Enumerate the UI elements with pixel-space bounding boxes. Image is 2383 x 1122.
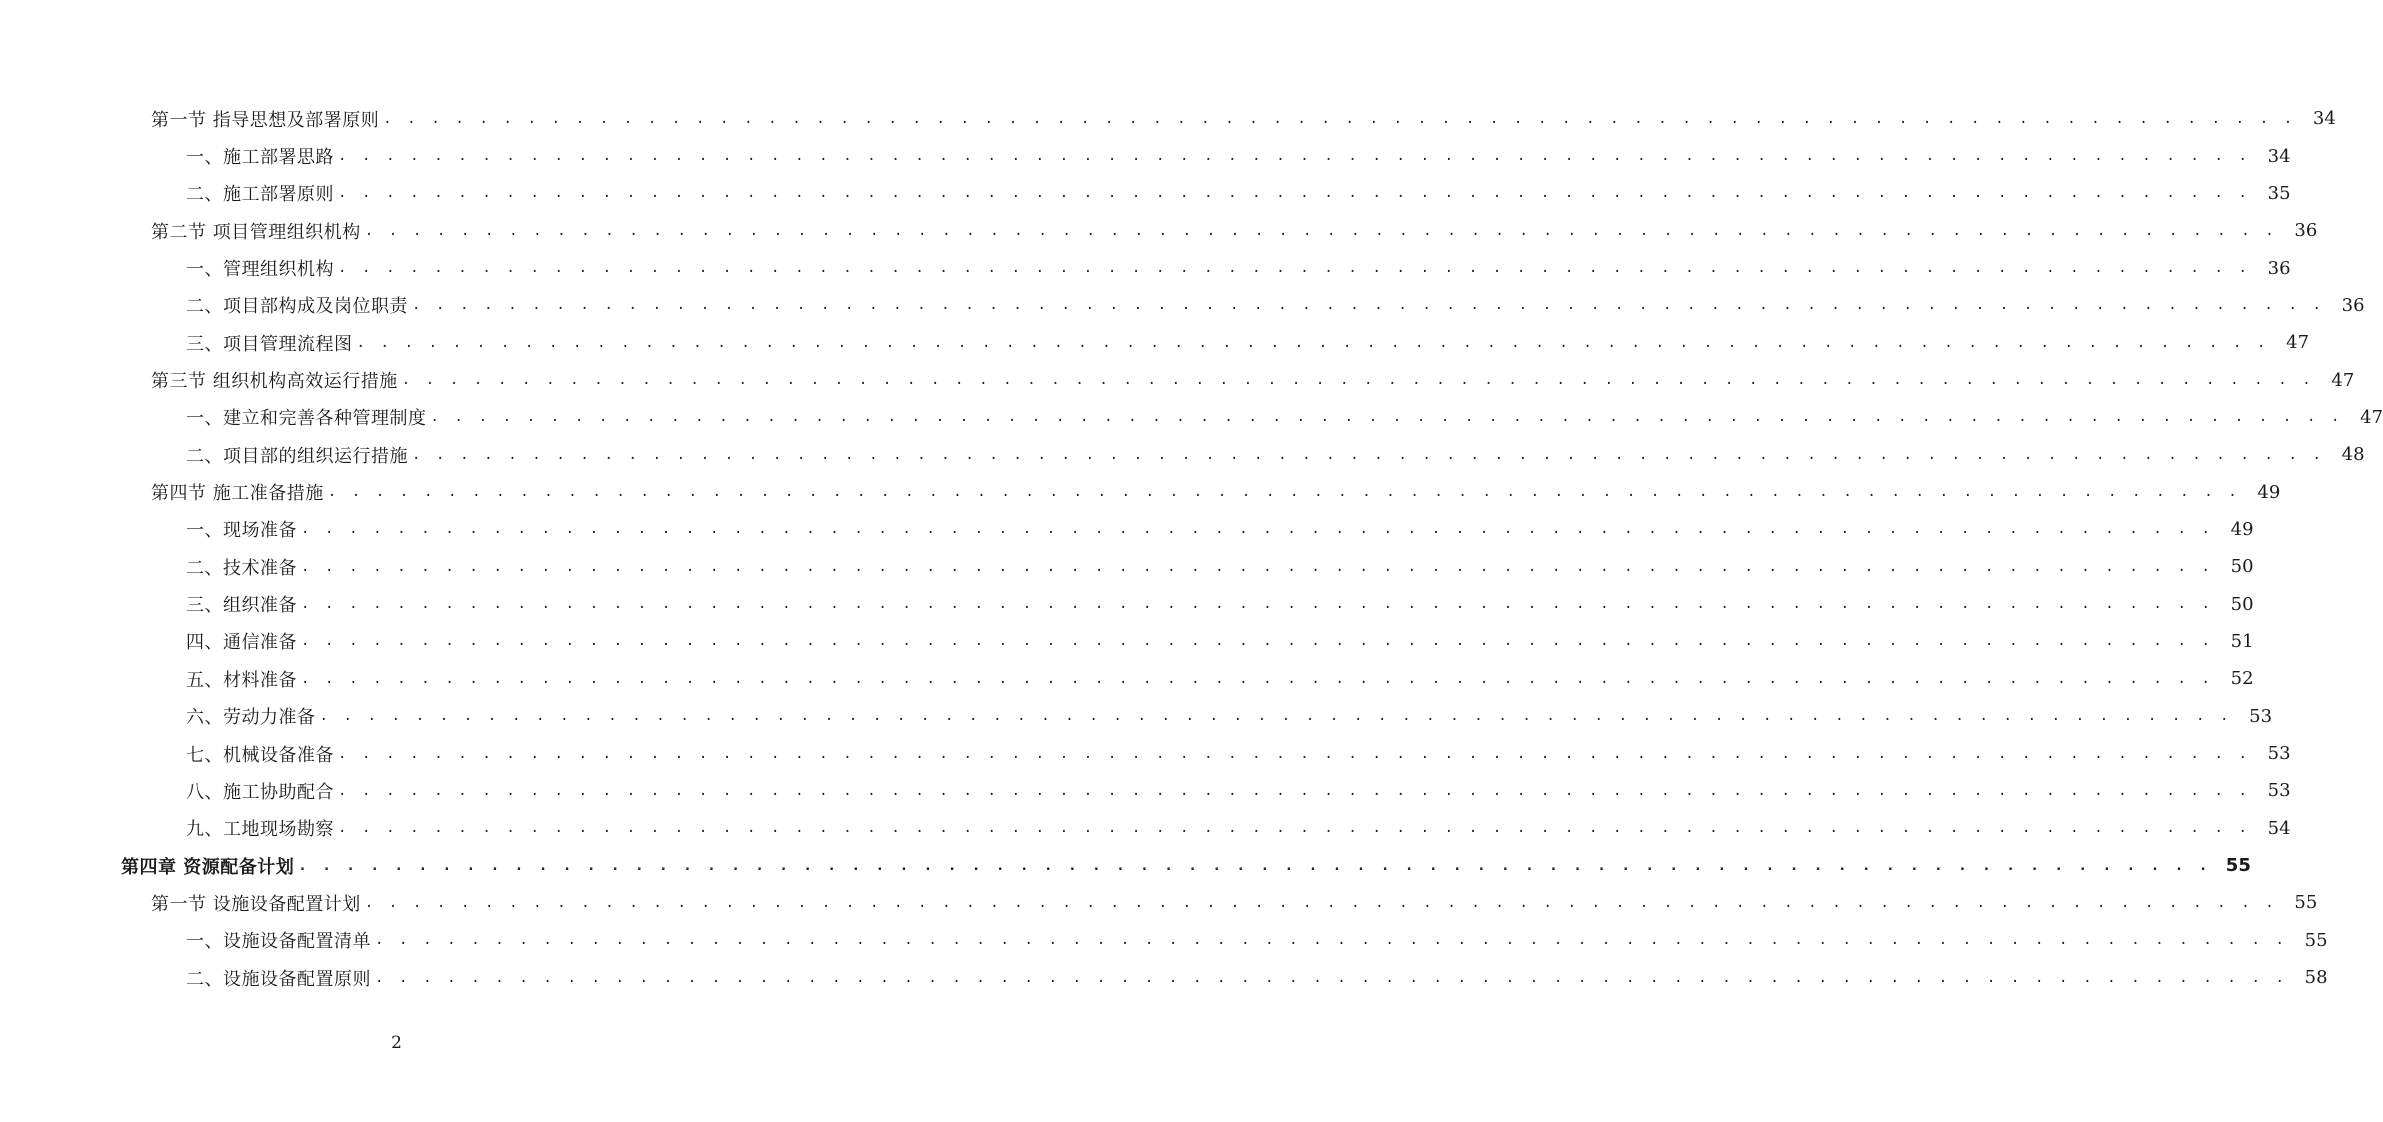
toc-entry-label: 一、施工部署思路 bbox=[186, 147, 334, 169]
toc-dot-leader: . . . . . . . . . . . . . . . . . . . . . . . . . . . . . . . . . . . . . . . . . . . . . . . . . . . . . . . . . . . . . . . . . . . . . . . . . . . . . . . . bbox=[301, 558, 2214, 575]
toc-entry[interactable] bbox=[0, 212, 2318, 249]
toc-dot-leader: . . . . . . . . . . . . . . . . . . . . . . . . . . . . . . . . . . . . . . . . . . . . . . . . . . . . . . . . . . . . . . . . . . . . . . . . . . . . . . . . bbox=[338, 148, 2251, 165]
toc-entry[interactable] bbox=[0, 399, 2383, 436]
toc-entry-page: 47 bbox=[2360, 406, 2383, 428]
toc-dot-leader: . . . . . . . . . . . . . . . . . . . . . . . . . . . . . . . . . . . . . . . . . . . . . . . . . . . . . . . . . . . . . . . . . . . . . . . . . . . . . . . . bbox=[301, 596, 2214, 613]
toc-entry[interactable] bbox=[0, 137, 2291, 174]
toc-entry[interactable] bbox=[0, 548, 2254, 585]
toc-entry[interactable] bbox=[0, 175, 2291, 212]
toc-entry-page: 36 bbox=[2267, 257, 2291, 279]
toc-entry-page: 55 bbox=[2294, 892, 2318, 914]
toc-entry[interactable] bbox=[0, 810, 2291, 847]
toc-entry-page: 47 bbox=[2331, 369, 2355, 391]
toc-dot-leader: . . . . . . . . . . . . . . . . . . . . . . . . . . . . . . . . . . . . . . . . . . . . . . . . . . . . . . . . . . . . . . . . . . . . . . . . . . . . . . . . bbox=[338, 185, 2251, 202]
toc-entry-page: 34 bbox=[2312, 108, 2336, 130]
toc-entry[interactable] bbox=[0, 772, 2291, 809]
toc-dot-leader: . . . . . . . . . . . . . . . . . . . . . . . . . . . . . . . . . . . . . . . . . . . . . . . . . . . . . . . . . . . . . . . . . . . . . . . . . . . . . . . . bbox=[301, 633, 2214, 650]
toc-entry[interactable] bbox=[0, 922, 2328, 959]
toc-entry-label: 第一节 设施设备配置计划 bbox=[151, 893, 361, 915]
toc-entry[interactable] bbox=[0, 361, 2355, 398]
toc-entry-label: 三、组织准备 bbox=[186, 595, 297, 617]
toc-entry-label: 四、通信准备 bbox=[186, 632, 297, 654]
toc-entry[interactable] bbox=[0, 959, 2328, 996]
toc-dot-leader: . . . . . . . . . . . . . . . . . . . . . . . . . . . . . . . . . . . . . . . . . . . . . . . . . . . . . . . . . . . . . . . . . . . . . . . . . . . . . . . . bbox=[364, 222, 2278, 239]
toc-entry-page: 52 bbox=[2230, 668, 2254, 690]
toc-entry-label: 第四节 施工准备措施 bbox=[151, 483, 324, 505]
toc-dot-leader: . . . . . . . . . . . . . . . . . . . . . . . . . . . . . . . . . . . . . . . . . . . . . . . . . . . . . . . . . . . . . . . . . . . . . . . . . . . . . . . . bbox=[319, 708, 2233, 725]
toc-entry-page: 55 bbox=[2304, 929, 2328, 951]
toc-entry-label: 八、施工协助配合 bbox=[186, 781, 334, 803]
toc-entry-page: 35 bbox=[2267, 182, 2291, 204]
toc-entry[interactable] bbox=[0, 249, 2291, 286]
toc-entry-page: 53 bbox=[2267, 743, 2291, 765]
toc-dot-leader: . . . . . . . . . . . . . . . . . . . . . . . . . . . . . . . . . . . . . . . . . . . . . . . . . . . . . . . . . . . . . . . . . . . . . . . . . . . . . . . . bbox=[430, 409, 2344, 426]
toc-entry-label: 第三节 组织机构高效运行措施 bbox=[151, 371, 398, 393]
toc-entry-label: 第二节 项目管理组织机构 bbox=[151, 221, 361, 243]
toc-dot-leader: . . . . . . . . . . . . . . . . . . . . . . . . . . . . . . . . . . . . . . . . . . . . . . . . . . . . . . . . . . . . . . . . . . . . . . . . . . . . . . . . bbox=[364, 894, 2278, 911]
toc-entry-page: 51 bbox=[2230, 630, 2254, 652]
toc-entry-page: 34 bbox=[2267, 145, 2291, 167]
toc-entry-label: 二、设施设备配置原则 bbox=[186, 968, 371, 990]
toc-dot-leader: . . . . . . . . . . . . . . . . . . . . . . . . . . . . . . . . . . . . . . . . . . . . . . . . . . . . . . . . . . . . . . . . . . . . . . . . . . . . . . . . bbox=[338, 820, 2251, 837]
toc-dot-leader: . . . . . . . . . . . . . . . . . . . . . . . . . . . . . . . . . . . . . . . . . . . . . . . . . . . . . . . . . . . . . . . . . . . . . . . . . . . . . . . . bbox=[412, 297, 2325, 314]
toc-entry[interactable] bbox=[0, 324, 2310, 361]
toc-entry[interactable] bbox=[0, 585, 2254, 622]
page-number: 2 bbox=[391, 1033, 402, 1053]
toc-dot-leader: . . . . . . . . . . . . . . . . . . . . . . . . . . . . . . . . . . . . . . . . . . . . . . . . . . . . . . . . . . . . . . . . . . . . . . . . . . . . . . . . bbox=[338, 782, 2251, 799]
toc-entry[interactable] bbox=[0, 473, 2281, 510]
toc-entry-page: 58 bbox=[2304, 967, 2328, 989]
toc-entry-page: 54 bbox=[2267, 817, 2291, 839]
toc-dot-leader: . . . . . . . . . . . . . . . . . . . . . . . . . . . . . . . . . . . . . . . . . . . . . . . . . . . . . . . . . . . . . . . . . . . . . . . . . . . . . . . . bbox=[298, 857, 2211, 874]
toc-entry-label: 七、机械设备准备 bbox=[186, 744, 334, 766]
toc-dot-leader: . . . . . . . . . . . . . . . . . . . . . . . . . . . . . . . . . . . . . . . . . . . . . . . . . . . . . . . . . . . . . . . . . . . . . . . . . . . . . . . . bbox=[301, 670, 2214, 687]
toc-entry-label: 一、建立和完善各种管理制度 bbox=[186, 408, 427, 430]
toc-dot-leader: . . . . . . . . . . . . . . . . . . . . . . . . . . . . . . . . . . . . . . . . . . . . . . . . . . . . . . . . . . . . . . . . . . . . . . . . . . . . . . . . bbox=[327, 484, 2241, 501]
toc-entry[interactable] bbox=[0, 100, 2336, 137]
toc-entry[interactable] bbox=[0, 623, 2254, 660]
toc-entry-page: 49 bbox=[2230, 518, 2254, 540]
table-of-contents bbox=[0, 100, 2383, 996]
toc-entry-label: 五、材料准备 bbox=[186, 669, 297, 691]
toc-entry[interactable] bbox=[0, 847, 2251, 884]
toc-entry-label: 二、技术准备 bbox=[186, 557, 297, 579]
toc-entry-label: 一、设施设备配置清单 bbox=[186, 931, 371, 953]
toc-entry-label: 第四章 资源配备计划 bbox=[121, 856, 295, 878]
toc-entry-label: 二、施工部署原则 bbox=[186, 184, 334, 206]
toc-entry-page: 36 bbox=[2294, 220, 2318, 242]
toc-entry[interactable] bbox=[0, 698, 2273, 735]
toc-dot-leader: . . . . . . . . . . . . . . . . . . . . . . . . . . . . . . . . . . . . . . . . . . . . . . . . . . . . . . . . . . . . . . . . . . . . . . . . . . . . . . . . bbox=[375, 969, 2288, 986]
toc-entry-label: 三、项目管理流程图 bbox=[186, 333, 353, 355]
toc-entry[interactable] bbox=[0, 884, 2318, 921]
toc-dot-leader: . . . . . . . . . . . . . . . . . . . . . . . . . . . . . . . . . . . . . . . . . . . . . . . . . . . . . . . . . . . . . . . . . . . . . . . . . . . . . . . . bbox=[375, 932, 2288, 949]
toc-entry[interactable] bbox=[0, 735, 2291, 772]
toc-entry-label: 第一节 指导思想及部署原则 bbox=[151, 109, 380, 131]
toc-entry-page: 48 bbox=[2341, 444, 2365, 466]
toc-dot-leader: . . . . . . . . . . . . . . . . . . . . . . . . . . . . . . . . . . . . . . . . . . . . . . . . . . . . . . . . . . . . . . . . . . . . . . . . . . . . . . . . bbox=[356, 334, 2270, 351]
toc-entry-label: 九、工地现场勘察 bbox=[186, 819, 334, 841]
toc-entry-page: 49 bbox=[2257, 481, 2281, 503]
toc-entry-page: 53 bbox=[2267, 780, 2291, 802]
toc-entry[interactable] bbox=[0, 436, 2365, 473]
toc-entry-page: 36 bbox=[2341, 294, 2365, 316]
toc-entry-page: 47 bbox=[2286, 332, 2310, 354]
toc-entry-page: 55 bbox=[2225, 855, 2251, 877]
toc-dot-leader: . . . . . . . . . . . . . . . . . . . . . . . . . . . . . . . . . . . . . . . . . . . . . . . . . . . . . . . . . . . . . . . . . . . . . . . . . . . . . . . . bbox=[301, 521, 2214, 538]
toc-entry-page: 50 bbox=[2230, 556, 2254, 578]
toc-entry-label: 一、管理组织机构 bbox=[186, 259, 334, 281]
toc-dot-leader: . . . . . . . . . . . . . . . . . . . . . . . . . . . . . . . . . . . . . . . . . . . . . . . . . . . . . . . . . . . . . . . . . . . . . . . . . . . . . . . . bbox=[401, 372, 2315, 389]
toc-entry[interactable] bbox=[0, 660, 2254, 697]
toc-entry-label: 一、现场准备 bbox=[186, 520, 297, 542]
toc-entry[interactable] bbox=[0, 511, 2254, 548]
toc-entry-label: 二、项目部构成及岗位职责 bbox=[186, 296, 408, 318]
toc-entry-page: 50 bbox=[2230, 593, 2254, 615]
toc-entry-label: 六、劳动力准备 bbox=[186, 707, 316, 729]
toc-entry[interactable] bbox=[0, 287, 2365, 324]
toc-dot-leader: . . . . . . . . . . . . . . . . . . . . . . . . . . . . . . . . . . . . . . . . . . . . . . . . . . . . . . . . . . . . . . . . . . . . . . . . . . . . . . . . bbox=[338, 260, 2251, 277]
toc-entry-page: 53 bbox=[2249, 705, 2273, 727]
toc-entry-label: 二、项目部的组织运行措施 bbox=[186, 445, 408, 467]
toc-dot-leader: . . . . . . . . . . . . . . . . . . . . . . . . . . . . . . . . . . . . . . . . . . . . . . . . . . . . . . . . . . . . . . . . . . . . . . . . . . . . . . . . bbox=[383, 110, 2296, 127]
toc-dot-leader: . . . . . . . . . . . . . . . . . . . . . . . . . . . . . . . . . . . . . . . . . . . . . . . . . . . . . . . . . . . . . . . . . . . . . . . . . . . . . . . . bbox=[412, 446, 2325, 463]
toc-dot-leader: . . . . . . . . . . . . . . . . . . . . . . . . . . . . . . . . . . . . . . . . . . . . . . . . . . . . . . . . . . . . . . . . . . . . . . . . . . . . . . . . bbox=[338, 745, 2251, 762]
